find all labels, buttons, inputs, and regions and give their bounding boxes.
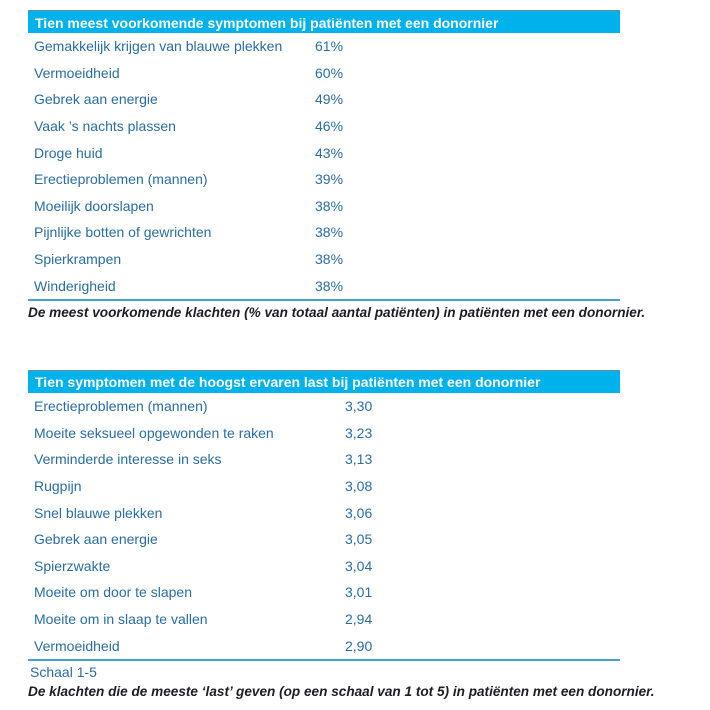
symptom-percentage: 43% [315,144,344,161]
symptom-percentage: 38% [315,197,344,214]
symptom-score: 3,06 [345,504,373,521]
table-row [28,272,620,299]
symptom-label: Vermoeidheid [34,637,120,654]
table-row [28,246,620,273]
table1-title: Tien meest voorkomende symptomen bij patiënten met een donornier [35,14,499,31]
symptom-percentage: 38% [315,277,344,294]
table1-section [28,10,646,320]
symptom-label: Verminderde interesse in seks [34,451,222,468]
symptom-label: Moeite om in slaap te vallen [34,610,208,627]
symptom-percentage: 39% [315,171,344,188]
symptom-label: Vermoeidheid [34,64,120,81]
symptom-label: Spierkrampen [34,251,122,268]
table-row [28,113,620,140]
symptom-score: 3,04 [345,557,373,574]
table-row [28,473,620,500]
table-row [28,420,620,447]
symptom-score: 3,23 [345,424,373,441]
table-row [28,446,620,473]
table2-title: Tien symptomen met de hoogst ervaren last bij patiënten met een donornier [35,374,541,391]
table2-rows [28,393,620,659]
table-row [28,499,620,526]
table-row [28,86,620,113]
table-row [28,632,620,659]
table-row [28,526,620,553]
symptom-percentage: 38% [315,251,344,268]
symptom-percentage: 49% [315,91,344,108]
table2-bottom-rule [28,659,620,661]
symptom-percentage: 61% [315,38,344,55]
symptom-label: Droge huid [34,144,103,161]
symptom-score: 3,01 [345,584,373,601]
table1-rows [28,33,620,299]
table-row [28,606,620,633]
symptom-percentage: 46% [315,118,344,135]
table1-bottom-rule [28,299,620,301]
symptom-label: Moeite seksueel opgewonden te raken [34,424,274,441]
symptom-score: 3,05 [345,531,373,548]
table-row [28,60,620,87]
symptom-label: Gebrek aan energie [34,91,158,108]
symptom-score: 2,90 [345,637,373,654]
table2-section [28,370,655,699]
table-row [28,393,620,420]
symptom-score: 3,13 [345,451,373,468]
symptom-label: Rugpijn [34,478,82,495]
scale-note: Schaal 1-5 [30,663,97,680]
symptom-label: Moeilijk doorslapen [34,197,154,214]
table-row [28,553,620,580]
table1-title-bar [28,10,620,33]
symptom-label: Erectieproblemen (mannen) [34,398,208,415]
table-row [28,33,620,60]
table-row [28,166,620,193]
symptom-label: Erectieproblemen (mannen) [34,171,208,188]
symptom-label: Snel blauwe plekken [34,504,163,521]
table2-caption: De klachten die de meeste ‘last’ geven (op een schaal van 1 tot 5) in patiënten met een donornier. [28,683,655,699]
symptom-score: 3,08 [345,478,373,495]
symptom-label: Moeite om door te slapen [34,584,192,601]
symptom-percentage: 60% [315,64,344,81]
table2-title-bar [28,370,620,393]
table-row [28,579,620,606]
table-row [28,193,620,220]
symptom-label: Gemakkelijk krijgen van blauwe plekken [34,38,283,55]
symptom-score: 2,94 [345,610,373,627]
symptom-percentage: 38% [315,224,344,241]
symptom-label: Winderigheid [34,277,116,294]
symptom-label: Gebrek aan energie [34,531,158,548]
symptom-label: Vaak ’s nachts plassen [34,118,176,135]
symptom-score: 3,30 [345,398,373,415]
table-row [28,139,620,166]
table-row [28,219,620,246]
symptom-label: Pijnlijke botten of gewrichten [34,224,212,241]
table1-caption: De meest voorkomende klachten (% van totaal aantal patiënten) in patiënten met een donornier. [28,304,646,320]
symptom-label: Spierzwakte [34,557,111,574]
